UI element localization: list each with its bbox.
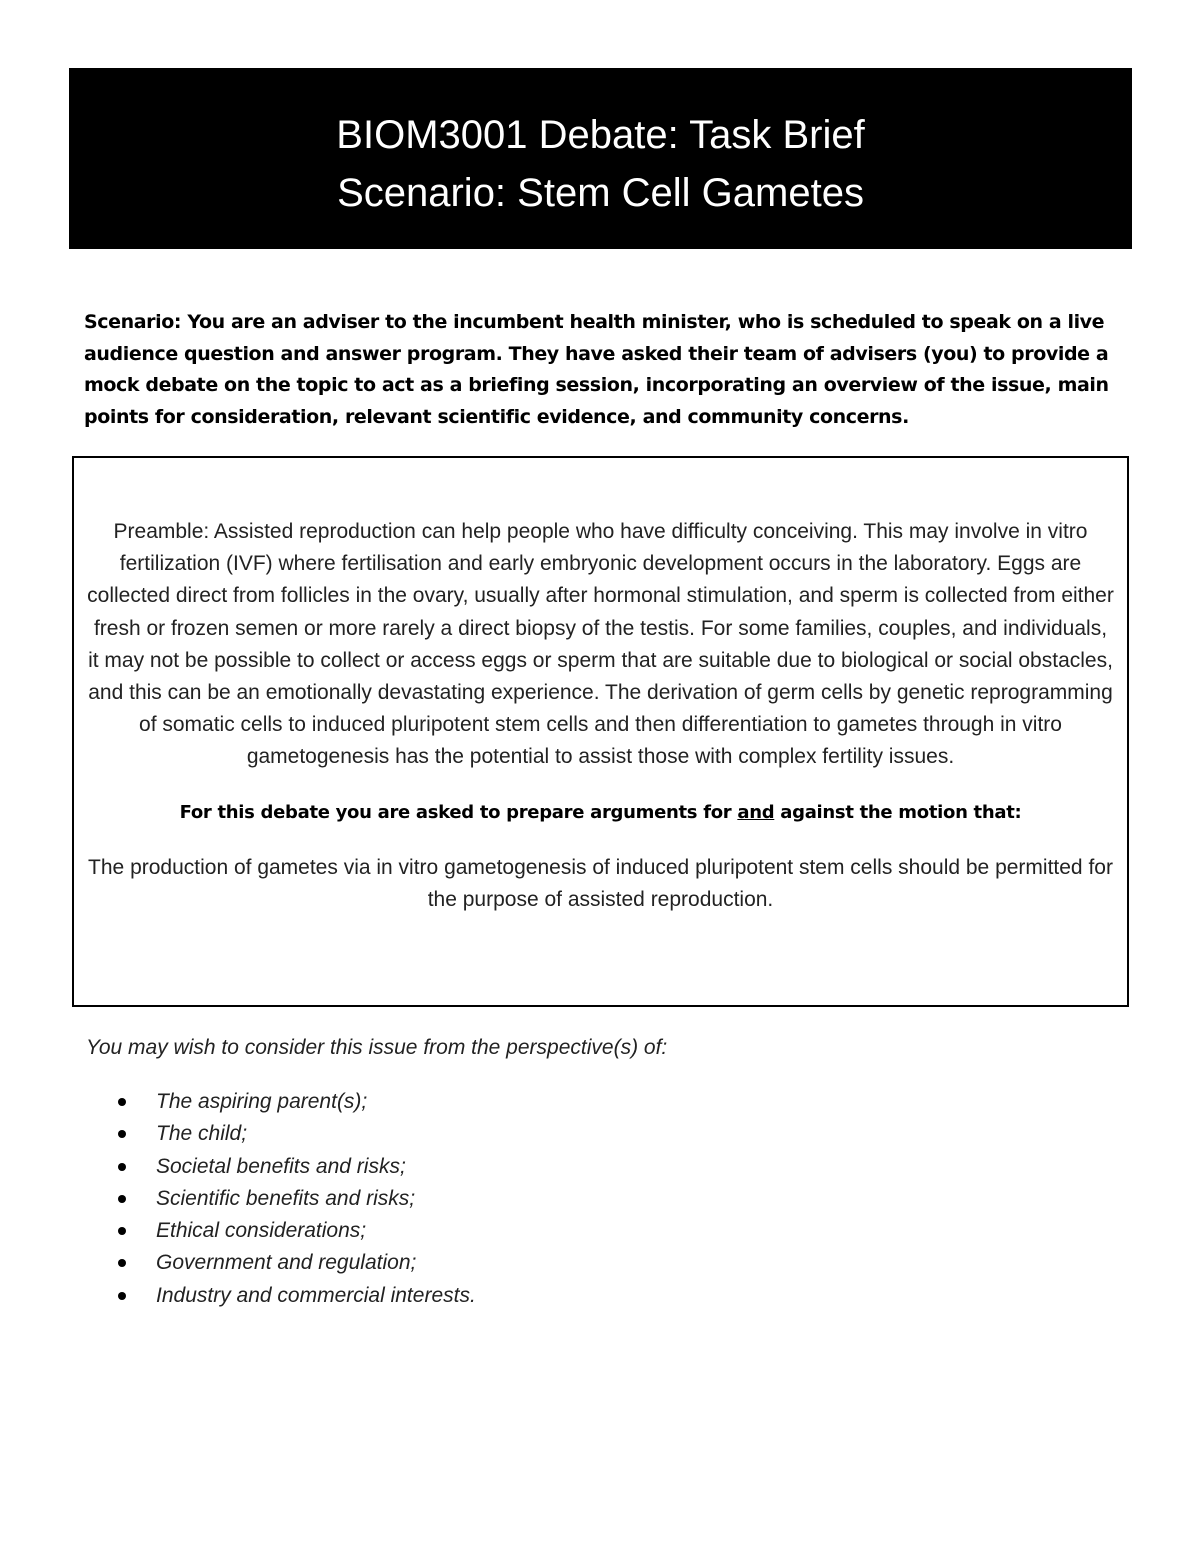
motion-statement: The production of gametes via in vitro gametogenesis of induced pluripotent stem cells should be permitted for the purpose of assisted reproduction. — [88, 855, 1113, 911]
list-item — [118, 1247, 476, 1279]
bullet-icon — [118, 1292, 126, 1300]
perspectives-intro: You may wish to consider this issue from the perspective(s) of: — [86, 1036, 668, 1059]
document-title: BIOM3001 Debate: Task Brief — [336, 113, 865, 157]
list-item — [118, 1183, 476, 1215]
list-item-label: Industry and commercial interests. — [156, 1283, 476, 1307]
scenario-paragraph: Scenario: You are an adviser to the incumbent health minister, who is scheduled to speak on a live audience question and answer program. They have asked their team of advisers (you) to provide a mock debate on the topic to act as a briefing session, incorporating an overview of the issue, main points for consideration, relevant scientific evidence, and community concerns. — [84, 311, 1109, 428]
motion-prompt-text-after: against the motion that: — [774, 801, 1022, 823]
bullet-icon — [118, 1195, 126, 1203]
list-item — [118, 1086, 476, 1118]
list-item-label: Ethical considerations; — [156, 1219, 367, 1243]
list-item — [118, 1151, 476, 1183]
motion-box — [72, 456, 1129, 1007]
bullet-icon — [118, 1259, 126, 1267]
motion-prompt — [86, 798, 1115, 828]
list-item-label: The aspiring parent(s); — [156, 1090, 368, 1113]
perspectives-list — [118, 1086, 476, 1312]
bullet-icon — [118, 1098, 126, 1106]
list-item — [118, 1215, 476, 1247]
list-item — [118, 1118, 476, 1150]
list-item-label: Government and regulation; — [156, 1251, 417, 1275]
motion-prompt-text-before: For this debate you are asked to prepare arguments for — [179, 801, 738, 823]
document-subtitle: Scenario: Stem Cell Gametes — [337, 171, 864, 215]
title-banner — [69, 68, 1132, 249]
motion-prompt-underlined: and — [737, 801, 775, 823]
bullet-icon — [118, 1130, 126, 1138]
list-item — [118, 1280, 476, 1312]
bullet-icon — [118, 1163, 126, 1171]
list-item-label: Scientific benefits and risks; — [156, 1186, 416, 1210]
list-item-label: Societal benefits and risks; — [156, 1154, 406, 1178]
preamble-paragraph: Preamble: Assisted reproduction can help people who have difficulty conceiving. This may involve in vitro fertilization (IVF) where fertilisation and early embryonic development occurs in the laboratory. Eggs are collected direct from follicles in the ovary, usually after hormonal stimulation, and sperm is collected from either fresh or frozen semen or more rarely a direct biopsy of the testis. For some families, couples, and individuals, it may not be possible to collect or access eggs or sperm that are suitable due to biological or social obstacles, and this can be an emotionally devastating experience. The derivation of germ cells by genetic reprogramming of somatic cells to induced pluripotent stem cells and then differentiation to gametes through in vitro gametogenesis has the potential to assist those with complex fertility issues. — [87, 520, 1114, 769]
bullet-icon — [118, 1227, 126, 1235]
list-item-label: The child; — [156, 1122, 248, 1146]
